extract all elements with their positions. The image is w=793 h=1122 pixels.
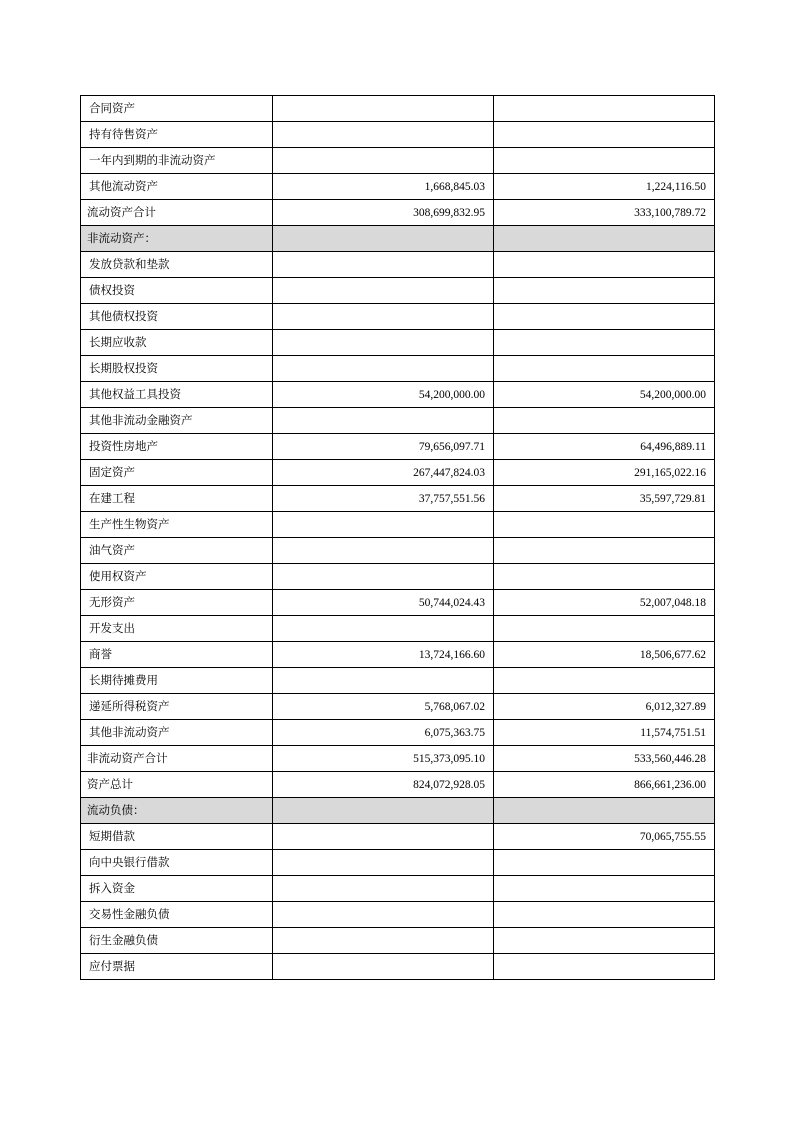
row-label: 其他权益工具投资 bbox=[81, 382, 273, 408]
row-label: 无形资产 bbox=[81, 590, 273, 616]
row-current-value bbox=[273, 850, 494, 876]
table-row bbox=[81, 954, 715, 980]
row-current-value: 1,668,845.03 bbox=[273, 174, 494, 200]
row-label: 非流动资产合计 bbox=[81, 746, 273, 772]
row-label: 一年内到期的非流动资产 bbox=[81, 148, 273, 174]
table-row bbox=[81, 616, 715, 642]
row-current-value bbox=[273, 96, 494, 122]
row-previous-value: 54,200,000.00 bbox=[494, 382, 715, 408]
row-label: 长期应收款 bbox=[81, 330, 273, 356]
row-current-value bbox=[273, 824, 494, 850]
row-current-value bbox=[273, 122, 494, 148]
balance-sheet-body bbox=[81, 96, 715, 980]
row-current-value bbox=[273, 252, 494, 278]
row-current-value: 79,656,097.71 bbox=[273, 434, 494, 460]
row-previous-value: 35,597,729.81 bbox=[494, 486, 715, 512]
table-row bbox=[81, 798, 715, 824]
row-current-value: 37,757,551.56 bbox=[273, 486, 494, 512]
row-current-value bbox=[273, 564, 494, 590]
row-previous-value bbox=[494, 564, 715, 590]
table-row bbox=[81, 200, 715, 226]
table-row bbox=[81, 564, 715, 590]
row-label: 使用权资产 bbox=[81, 564, 273, 590]
row-label: 拆入资金 bbox=[81, 876, 273, 902]
row-previous-value: 64,496,889.11 bbox=[494, 434, 715, 460]
row-current-value bbox=[273, 538, 494, 564]
table-row bbox=[81, 252, 715, 278]
table-row bbox=[81, 434, 715, 460]
row-previous-value bbox=[494, 850, 715, 876]
table-row bbox=[81, 824, 715, 850]
row-previous-value: 1,224,116.50 bbox=[494, 174, 715, 200]
row-previous-value bbox=[494, 96, 715, 122]
table-row bbox=[81, 928, 715, 954]
row-previous-value: 533,560,446.28 bbox=[494, 746, 715, 772]
table-row bbox=[81, 278, 715, 304]
row-current-value bbox=[273, 356, 494, 382]
row-previous-value bbox=[494, 538, 715, 564]
row-label: 非流动资产： bbox=[81, 226, 273, 252]
row-current-value bbox=[273, 148, 494, 174]
row-label: 商誉 bbox=[81, 642, 273, 668]
row-label: 流动负债： bbox=[81, 798, 273, 824]
row-current-value: 6,075,363.75 bbox=[273, 720, 494, 746]
row-previous-value bbox=[494, 330, 715, 356]
row-label: 其他非流动资产 bbox=[81, 720, 273, 746]
row-previous-value bbox=[494, 408, 715, 434]
row-label: 在建工程 bbox=[81, 486, 273, 512]
row-current-value bbox=[273, 278, 494, 304]
row-current-value bbox=[273, 408, 494, 434]
row-current-value: 54,200,000.00 bbox=[273, 382, 494, 408]
row-current-value bbox=[273, 798, 494, 824]
table-row bbox=[81, 304, 715, 330]
row-current-value: 824,072,928.05 bbox=[273, 772, 494, 798]
table-row bbox=[81, 174, 715, 200]
table-row bbox=[81, 356, 715, 382]
row-label: 其他流动资产 bbox=[81, 174, 273, 200]
row-previous-value: 70,065,755.55 bbox=[494, 824, 715, 850]
table-row bbox=[81, 772, 715, 798]
row-current-value bbox=[273, 928, 494, 954]
table-row bbox=[81, 460, 715, 486]
table-row bbox=[81, 96, 715, 122]
table-row bbox=[81, 590, 715, 616]
row-label: 其他非流动金融资产 bbox=[81, 408, 273, 434]
table-row bbox=[81, 746, 715, 772]
table-row bbox=[81, 876, 715, 902]
row-previous-value bbox=[494, 668, 715, 694]
row-label: 投资性房地产 bbox=[81, 434, 273, 460]
row-previous-value bbox=[494, 902, 715, 928]
row-previous-value bbox=[494, 148, 715, 174]
table-row bbox=[81, 538, 715, 564]
row-previous-value bbox=[494, 798, 715, 824]
row-previous-value: 333,100,789.72 bbox=[494, 200, 715, 226]
table-row bbox=[81, 642, 715, 668]
row-previous-value bbox=[494, 876, 715, 902]
row-previous-value bbox=[494, 512, 715, 538]
row-current-value: 13,724,166.60 bbox=[273, 642, 494, 668]
row-current-value bbox=[273, 954, 494, 980]
row-current-value bbox=[273, 876, 494, 902]
table-row bbox=[81, 668, 715, 694]
row-label: 持有待售资产 bbox=[81, 122, 273, 148]
row-previous-value bbox=[494, 278, 715, 304]
row-label: 向中央银行借款 bbox=[81, 850, 273, 876]
row-current-value: 5,768,067.02 bbox=[273, 694, 494, 720]
row-previous-value: 11,574,751.51 bbox=[494, 720, 715, 746]
row-label: 衍生金融负债 bbox=[81, 928, 273, 954]
balance-sheet-table bbox=[80, 95, 715, 980]
row-current-value: 267,447,824.03 bbox=[273, 460, 494, 486]
row-current-value bbox=[273, 616, 494, 642]
row-previous-value bbox=[494, 928, 715, 954]
row-previous-value bbox=[494, 616, 715, 642]
table-row bbox=[81, 902, 715, 928]
row-previous-value bbox=[494, 252, 715, 278]
row-previous-value bbox=[494, 226, 715, 252]
row-label: 债权投资 bbox=[81, 278, 273, 304]
row-label: 合同资产 bbox=[81, 96, 273, 122]
table-row bbox=[81, 850, 715, 876]
row-current-value bbox=[273, 512, 494, 538]
row-current-value bbox=[273, 902, 494, 928]
row-label: 短期借款 bbox=[81, 824, 273, 850]
row-previous-value: 6,012,327.89 bbox=[494, 694, 715, 720]
row-previous-value: 866,661,236.00 bbox=[494, 772, 715, 798]
row-current-value bbox=[273, 304, 494, 330]
table-row bbox=[81, 720, 715, 746]
row-previous-value: 52,007,048.18 bbox=[494, 590, 715, 616]
row-label: 固定资产 bbox=[81, 460, 273, 486]
row-current-value bbox=[273, 226, 494, 252]
table-row bbox=[81, 486, 715, 512]
table-row bbox=[81, 330, 715, 356]
row-previous-value: 18,506,677.62 bbox=[494, 642, 715, 668]
row-current-value: 50,744,024.43 bbox=[273, 590, 494, 616]
row-label: 递延所得税资产 bbox=[81, 694, 273, 720]
row-label: 长期股权投资 bbox=[81, 356, 273, 382]
row-current-value bbox=[273, 330, 494, 356]
row-label: 其他债权投资 bbox=[81, 304, 273, 330]
row-label: 油气资产 bbox=[81, 538, 273, 564]
table-row bbox=[81, 694, 715, 720]
row-previous-value bbox=[494, 122, 715, 148]
row-label: 资产总计 bbox=[81, 772, 273, 798]
row-current-value: 308,699,832.95 bbox=[273, 200, 494, 226]
row-current-value bbox=[273, 668, 494, 694]
table-row bbox=[81, 512, 715, 538]
row-label: 发放贷款和垫款 bbox=[81, 252, 273, 278]
table-row bbox=[81, 148, 715, 174]
row-label: 交易性金融负债 bbox=[81, 902, 273, 928]
row-label: 流动资产合计 bbox=[81, 200, 273, 226]
row-previous-value bbox=[494, 304, 715, 330]
row-label: 应付票据 bbox=[81, 954, 273, 980]
row-current-value: 515,373,095.10 bbox=[273, 746, 494, 772]
table-row bbox=[81, 382, 715, 408]
table-row bbox=[81, 122, 715, 148]
table-row bbox=[81, 408, 715, 434]
row-label: 生产性生物资产 bbox=[81, 512, 273, 538]
table-row bbox=[81, 226, 715, 252]
row-label: 开发支出 bbox=[81, 616, 273, 642]
row-previous-value: 291,165,022.16 bbox=[494, 460, 715, 486]
row-previous-value bbox=[494, 356, 715, 382]
balance-sheet-container bbox=[80, 95, 714, 980]
row-previous-value bbox=[494, 954, 715, 980]
row-label: 长期待摊费用 bbox=[81, 668, 273, 694]
